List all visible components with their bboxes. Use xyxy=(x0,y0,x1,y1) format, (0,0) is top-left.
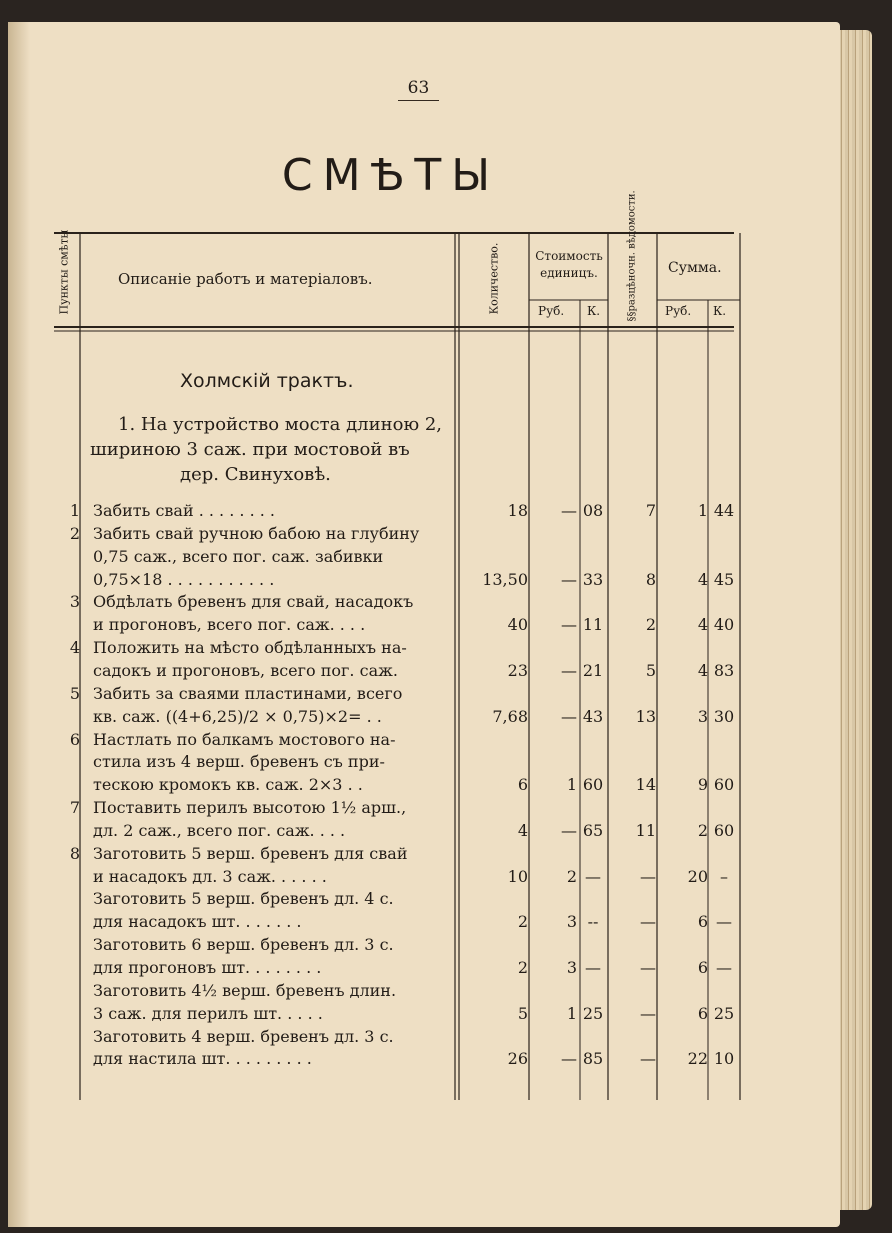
row-unit-kop: -- xyxy=(587,912,599,932)
row-description: кв. саж. ((4+6,25)/2 × 0,75)×2= . . xyxy=(93,706,382,726)
row-quantity: 2 xyxy=(517,912,528,932)
header-unit-cost: Стоимость единицъ. xyxy=(535,249,603,280)
row-quantity: 7,68 xyxy=(492,706,528,726)
row-number: 8 xyxy=(69,843,80,863)
row-description: Заготовить 5 верш. бревенъ дл. 4 с. xyxy=(93,889,394,909)
row-statement-ref: 14 xyxy=(635,775,656,795)
row-unit-rub: — xyxy=(561,569,577,589)
row-unit-rub: — xyxy=(561,1049,577,1069)
header-sum-kop: К. xyxy=(713,304,727,318)
row-sum-kop: 25 xyxy=(713,1003,735,1023)
row-sum-kop: 60 xyxy=(713,820,735,840)
row-sum-rub: 6 xyxy=(697,912,708,932)
row-sum-kop: – xyxy=(720,866,728,886)
row-statement-ref: 13 xyxy=(635,706,656,726)
table-row xyxy=(0,728,892,752)
row-unit-kop: 08 xyxy=(582,501,604,520)
row-sum-kop: 40 xyxy=(713,615,735,635)
row-sum-rub: 1 xyxy=(697,501,708,520)
row-sum-kop: 44 xyxy=(713,501,735,520)
subsection-line-3: дер. Свинуховѣ. xyxy=(180,464,331,485)
row-sum-kop: 60 xyxy=(713,775,735,795)
row-description: Поставить перилъ высотою 1½ арш., xyxy=(93,798,407,818)
row-quantity: 6 xyxy=(517,775,528,795)
row-unit-kop: 43 xyxy=(582,706,604,726)
row-quantity: 5 xyxy=(517,1003,528,1023)
row-unit-rub: 3 xyxy=(566,958,577,977)
row-description: для настила шт. . . . . . . . . xyxy=(93,1049,312,1069)
table-row xyxy=(0,499,892,523)
row-sum-rub: 6 xyxy=(697,1003,708,1023)
row-quantity: 2 xyxy=(517,958,528,977)
table-row xyxy=(0,750,892,774)
row-number: 3 xyxy=(69,592,80,612)
table-row xyxy=(0,522,892,546)
row-number: 1 xyxy=(69,501,80,520)
row-unit-rub: 1 xyxy=(566,1003,577,1023)
row-quantity: 18 xyxy=(507,501,528,520)
row-unit-rub: — xyxy=(561,501,577,520)
table-row xyxy=(0,1025,892,1049)
page-title: СМѢТЫ xyxy=(281,150,501,201)
row-sum-rub: 6 xyxy=(697,958,708,977)
row-unit-rub: — xyxy=(561,820,577,840)
table-row xyxy=(0,659,892,683)
row-number: 7 xyxy=(69,798,80,818)
row-description: садокъ и прогоновъ, всего пог. саж. xyxy=(93,660,398,680)
table-row xyxy=(0,682,892,706)
row-description: Заготовить 6 верш. бревенъ дл. 3 с. xyxy=(93,935,394,955)
row-sum-rub: 20 xyxy=(687,866,708,886)
row-number: 2 xyxy=(69,523,80,543)
row-statement-ref: — xyxy=(640,912,656,932)
table-row xyxy=(0,933,892,957)
row-quantity: 4 xyxy=(517,820,528,840)
row-statement-ref: — xyxy=(640,866,656,886)
row-unit-kop: 25 xyxy=(582,1003,604,1023)
row-description: Обдѣлать бревенъ для свай, насадокъ xyxy=(93,592,414,612)
header-quantity: Количество. xyxy=(487,242,501,315)
table-row xyxy=(0,819,892,843)
row-unit-rub: — xyxy=(561,706,577,726)
header-description: Описаніе работъ и матеріаловъ. xyxy=(118,270,373,288)
row-unit-kop: 33 xyxy=(582,569,604,589)
header-unit-kop: К. xyxy=(587,304,601,318)
row-description: Положить на мѣсто обдѣланныхъ на- xyxy=(93,638,407,658)
row-statement-ref: — xyxy=(640,1049,656,1069)
table-row xyxy=(0,842,892,866)
row-description: Заготовить 5 верш. бревенъ для свай xyxy=(93,843,408,863)
table-row xyxy=(0,796,892,820)
row-description: тескою кромокъ кв. саж. 2×3 . . xyxy=(93,775,363,795)
row-unit-kop: 60 xyxy=(582,775,604,795)
row-statement-ref: 5 xyxy=(645,660,656,680)
table-row xyxy=(0,705,892,729)
row-quantity: 26 xyxy=(507,1049,528,1069)
row-sum-kop: 45 xyxy=(713,569,735,589)
row-statement-ref: — xyxy=(640,1003,656,1023)
header-sum: Сумма. xyxy=(668,260,722,276)
row-description: 3 саж. для перилъ шт. . . . . xyxy=(93,1003,323,1023)
row-description: и прогоновъ, всего пог. саж. . . . xyxy=(93,615,366,635)
row-unit-kop: — xyxy=(585,866,601,886)
section-title: Холмскій трактъ. xyxy=(180,370,354,392)
row-description: для насадокъ шт. . . . . . . xyxy=(93,912,302,932)
row-unit-rub: 1 xyxy=(566,775,577,795)
row-statement-ref: — xyxy=(640,958,656,977)
table-row xyxy=(0,887,892,911)
subsection-line-1: 1. На устройство моста длиною 2, xyxy=(118,414,443,435)
row-sum-rub: 9 xyxy=(697,775,708,795)
table-row xyxy=(0,1047,892,1071)
row-quantity: 10 xyxy=(507,866,528,886)
row-description: 0,75 саж., всего пог. саж. забивки xyxy=(93,546,384,566)
row-description: и насадокъ дл. 3 саж. . . . . . xyxy=(93,866,327,886)
row-sum-rub: 22 xyxy=(687,1049,708,1069)
row-unit-kop: 21 xyxy=(582,660,604,680)
row-description: Заготовить 4½ верш. бревенъ длин. xyxy=(93,980,397,1000)
header-statement: §§разцѣночн. вѣдомости. xyxy=(626,190,638,322)
row-unit-rub: — xyxy=(561,660,577,680)
row-description: Забить свай ручною бабою на глубину xyxy=(93,523,420,543)
row-unit-rub: 3 xyxy=(566,912,577,932)
row-statement-ref: 11 xyxy=(635,820,656,840)
row-sum-kop: 83 xyxy=(713,660,735,680)
row-number: 4 xyxy=(69,638,80,658)
subsection-line-2: шириною 3 саж. при мостовой въ xyxy=(90,439,410,460)
row-sum-rub: 4 xyxy=(697,569,708,589)
row-quantity: 40 xyxy=(507,615,528,635)
row-unit-kop: 65 xyxy=(582,820,604,840)
table-row xyxy=(0,568,892,592)
row-number: 6 xyxy=(69,729,80,749)
row-unit-rub: — xyxy=(561,615,577,635)
table-row xyxy=(0,613,892,637)
row-sum-kop: 30 xyxy=(713,706,735,726)
table-row xyxy=(0,956,892,980)
header-unit-rub: Руб. xyxy=(538,304,565,318)
header-points: Пункты смѣты xyxy=(57,229,71,315)
row-statement-ref: 2 xyxy=(645,615,656,635)
table-row xyxy=(0,979,892,1003)
row-description: Заготовить 4 верш. бревенъ дл. 3 с. xyxy=(93,1026,394,1046)
row-description: для прогоновъ шт. . . . . . . . xyxy=(93,958,322,977)
header-sum-rub: Руб. xyxy=(665,304,692,318)
table-row xyxy=(0,545,892,569)
row-statement-ref: 7 xyxy=(645,501,656,520)
row-sum-kop: — xyxy=(716,958,732,977)
row-quantity: 13,50 xyxy=(482,569,528,589)
row-sum-rub: 2 xyxy=(697,820,708,840)
row-description: стила изъ 4 верш. бревенъ съ при- xyxy=(93,752,385,772)
row-statement-ref: 8 xyxy=(645,569,656,589)
row-description: Забить свай . . . . . . . . xyxy=(93,501,275,520)
row-description: Настлать по балкамъ мостового на- xyxy=(93,729,396,749)
row-quantity: 23 xyxy=(507,660,528,680)
page-number: 63 xyxy=(0,78,892,98)
table-row xyxy=(0,590,892,614)
row-unit-rub: 2 xyxy=(566,866,577,886)
table-row xyxy=(0,1002,892,1026)
row-unit-kop: 85 xyxy=(582,1049,604,1069)
table-row xyxy=(0,910,892,934)
row-unit-kop: — xyxy=(585,958,601,977)
row-sum-rub: 3 xyxy=(697,706,708,726)
row-sum-kop: — xyxy=(716,912,732,932)
table-row xyxy=(0,865,892,889)
table-row xyxy=(0,636,892,660)
row-number: 5 xyxy=(69,683,80,703)
row-sum-kop: 10 xyxy=(713,1049,735,1069)
table-row xyxy=(0,773,892,797)
row-description: дл. 2 саж., всего пог. саж. . . . xyxy=(93,820,346,840)
row-description: 0,75×18 . . . . . . . . . . . xyxy=(93,569,275,589)
row-description: Забить за сваями пластинами, всего xyxy=(93,683,403,703)
row-sum-rub: 4 xyxy=(697,660,708,680)
row-sum-rub: 4 xyxy=(697,615,708,635)
row-unit-kop: 11 xyxy=(582,615,604,635)
